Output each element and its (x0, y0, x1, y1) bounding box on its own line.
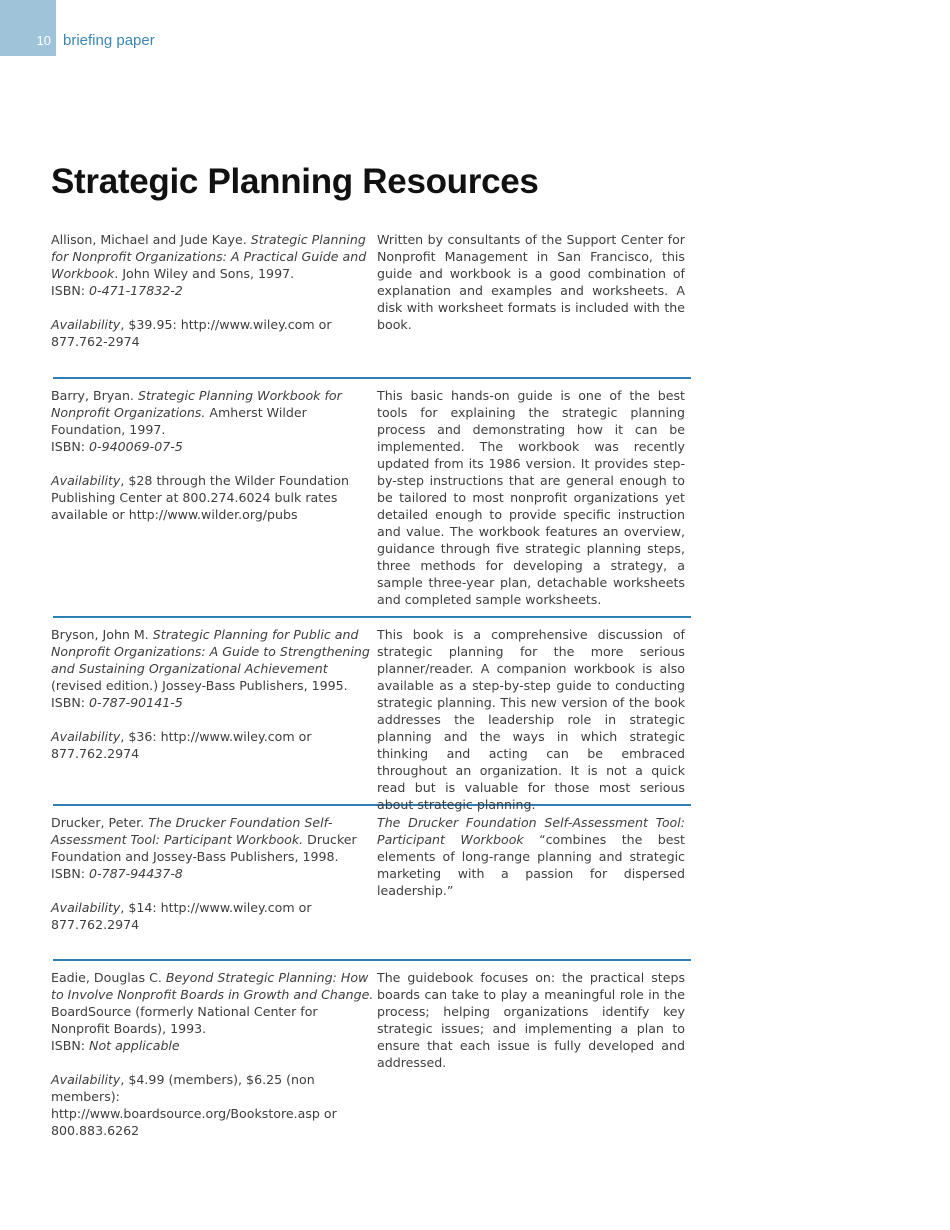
citation (51, 969, 377, 1159)
description-text: Written by consultants of the Support Center for Nonprofit Management in San Francisco, this guide and workbook is a good combination of explanation and examples and worksheets. A disk with worksheet formats is included with the book. (377, 232, 685, 332)
isbn-label: ISBN: (51, 695, 86, 710)
book-title: Beyond Strategic Planning: How to Involve Nonprofit Boards in Growth and Change. (51, 970, 374, 1002)
isbn: 0-471-17832-2 (89, 283, 183, 298)
author: Bryson, John M. (51, 627, 149, 642)
page-number: 10 (36, 33, 51, 48)
author: Barry, Bryan. (51, 388, 134, 403)
publisher: . John Wiley and Sons, 1997. (114, 266, 295, 281)
book-title: Strategic Planning for Nonprofit Organizations: A Practical Guide and Workbook (51, 232, 367, 281)
availability-label: Availability (51, 729, 121, 744)
isbn: 0-787-90141-5 (89, 695, 183, 710)
availability-label: Availability (51, 900, 121, 915)
resource-entry (51, 230, 691, 377)
publisher: Amherst Wilder Foundation, 1997. (51, 405, 307, 437)
description (377, 387, 685, 616)
description (377, 231, 685, 377)
citation (51, 626, 377, 804)
resource-entry (53, 377, 691, 616)
author: Allison, Michael and Jude Kaye. (51, 232, 247, 247)
resource-list (51, 230, 691, 1159)
isbn-label: ISBN: (51, 283, 86, 298)
availability-label: Availability (51, 473, 121, 488)
book-title: Strategic Planning for Public and Nonprofit Organizations: A Guide to Strengthening and Sustaining Organizational Achievement (51, 627, 370, 676)
book-title: Strategic Planning Workbook for Nonprofit Organizations. (51, 388, 342, 420)
isbn-label: ISBN: (51, 439, 86, 454)
isbn: 0-787-94437-8 (89, 866, 183, 881)
isbn: Not applicable (89, 1038, 180, 1053)
citation (51, 814, 377, 959)
description (377, 814, 685, 959)
description-text: “combines the best elements of long-range planning and strategic marketing with a passion for dispersed leadership.” (377, 832, 685, 898)
publisher: BoardSource (formerly National Center for Nonprofit Boards), 1993. (51, 1004, 318, 1036)
running-header: briefing paper (63, 32, 155, 49)
availability-label: Availability (51, 317, 121, 332)
description-text: This book is a comprehensive discussion of strategic planning for the more serious planner/reader. A companion workbook is also available as a step-by-step guide to conducting strategic planning. This new version of the book addresses the leadership role in strategic planning and the ways in which strategic thinking and acting can be embraced throughout an organization. It is not a quick read but is valuable for those most serious about strategic planning. (377, 627, 685, 812)
isbn-label: ISBN: (51, 1038, 86, 1053)
description-title: The Drucker Foundation Self-Assessment Tool: Participant Workbook (377, 815, 685, 847)
availability: , $28 through the Wilder Foundation Publishing Center at 800.274.6024 bulk rates available or http://www.wilder.org/pubs (51, 473, 349, 522)
description-text: This basic hands-on guide is one of the best tools for explaining the strategic planning process and demonstrating how it can be implemented. The workbook was recently updated from its 1986 version. It provides step-by-step instructions that are general enough to be tailored to most nonprofit organizations yet detailed enough to provide specific instruction and value. The workbook features an overview, guidance through five strategic planning steps, three methods for developing a strategy, a sample three-year plan, detachable worksheets and completed sample worksheets. (377, 388, 685, 607)
author: Drucker, Peter. (51, 815, 145, 830)
citation (51, 387, 377, 616)
availability: , $36: http://www.wiley.com or 877.762.2974 (51, 729, 312, 761)
description (377, 969, 685, 1159)
availability: , $14: http://www.wiley.com or 877.762.2974 (51, 900, 312, 932)
isbn-label: ISBN: (51, 866, 86, 881)
author: Eadie, Douglas C. (51, 970, 162, 985)
isbn: 0-940069-07-5 (89, 439, 183, 454)
book-title: The Drucker Foundation Self-Assessment Tool: Participant Workbook. (51, 815, 333, 847)
availability: , $39.95: http://www.wiley.com or 877.762-2974 (51, 317, 332, 349)
description (377, 626, 685, 812)
availability: , $4.99 (members), $6.25 (non members): http://www.boardsource.org/Bookstore.asp or 800.883.6262 (51, 1072, 337, 1138)
resource-entry (53, 959, 691, 1159)
page-title: Strategic Planning Resources (51, 162, 539, 201)
resource-entry (53, 804, 691, 959)
publisher: Drucker Foundation and Jossey-Bass Publishers, 1998. (51, 832, 357, 864)
resource-entry (51, 616, 691, 812)
availability-label: Availability (51, 1072, 121, 1087)
citation (51, 231, 377, 377)
publisher: (revised edition.) Jossey-Bass Publishers, 1995. (51, 678, 348, 693)
description-text: The guidebook focuses on: the practical steps boards can take to play a meaningful role in the process; helping organizations identify key strategic issues; and implementing a plan to ensure that each issue is fully developed and addressed. (377, 970, 685, 1070)
